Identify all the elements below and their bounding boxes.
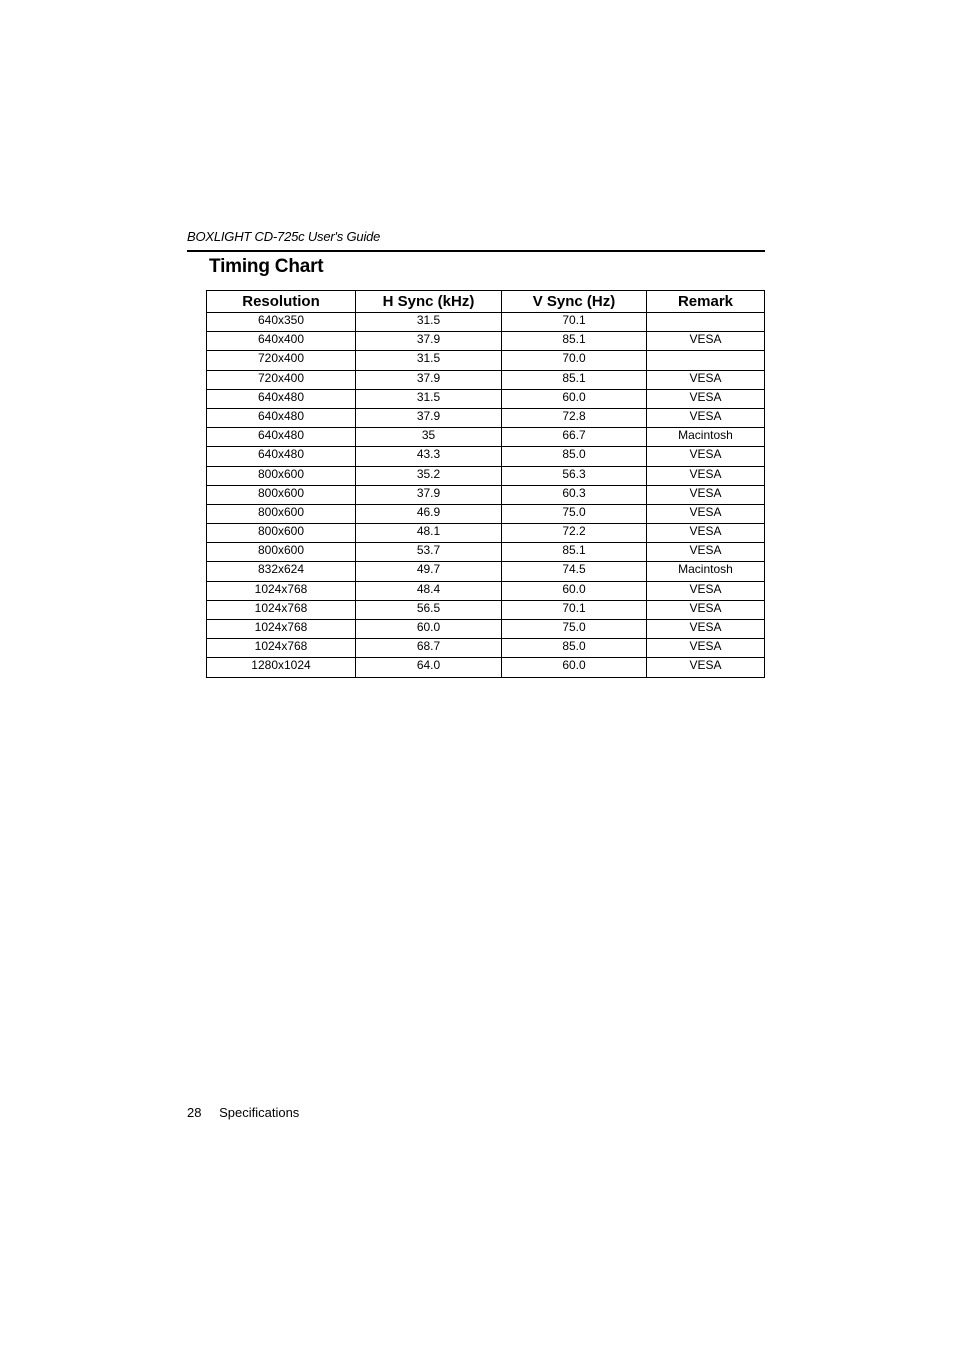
table-row [207, 313, 765, 332]
cell-resolution: 640x480 [207, 428, 356, 447]
table-row [207, 332, 765, 351]
header-rule [187, 250, 765, 252]
cell-h-sync: 37.9 [356, 332, 502, 351]
cell-h-sync: 37.9 [356, 485, 502, 504]
cell-v-sync: 56.3 [502, 466, 647, 485]
cell-v-sync: 74.5 [502, 562, 647, 581]
table-row [207, 543, 765, 562]
cell-resolution: 1024x768 [207, 620, 356, 639]
cell-v-sync: 60.3 [502, 485, 647, 504]
cell-h-sync: 56.5 [356, 600, 502, 619]
cell-resolution: 800x600 [207, 485, 356, 504]
cell-resolution: 640x350 [207, 313, 356, 332]
column-header-v-sync: V Sync (Hz) [502, 291, 647, 313]
table-row [207, 524, 765, 543]
cell-v-sync: 85.1 [502, 332, 647, 351]
table-row [207, 600, 765, 619]
cell-h-sync: 31.5 [356, 313, 502, 332]
table-row [207, 447, 765, 466]
table-row [207, 485, 765, 504]
cell-v-sync: 72.8 [502, 408, 647, 427]
cell-resolution: 832x624 [207, 562, 356, 581]
footer-section-name: Specifications [219, 1105, 300, 1120]
section-title: Timing Chart [209, 256, 324, 277]
cell-remark: VESA [647, 389, 765, 408]
cell-h-sync: 53.7 [356, 543, 502, 562]
cell-remark: VESA [647, 639, 765, 658]
cell-remark [647, 313, 765, 332]
cell-h-sync: 48.1 [356, 524, 502, 543]
cell-v-sync: 85.0 [502, 447, 647, 466]
cell-resolution: 1024x768 [207, 639, 356, 658]
cell-resolution: 1024x768 [207, 581, 356, 600]
table-row [207, 562, 765, 581]
cell-remark: VESA [647, 581, 765, 600]
table-row [207, 408, 765, 427]
cell-remark: VESA [647, 408, 765, 427]
cell-resolution: 640x400 [207, 332, 356, 351]
cell-h-sync: 35 [356, 428, 502, 447]
table-row [207, 428, 765, 447]
cell-remark: Macintosh [647, 428, 765, 447]
table-row [207, 466, 765, 485]
column-header-resolution: Resolution [207, 291, 356, 313]
cell-h-sync: 31.5 [356, 389, 502, 408]
cell-resolution: 640x480 [207, 408, 356, 427]
cell-resolution: 640x480 [207, 447, 356, 466]
cell-v-sync: 72.2 [502, 524, 647, 543]
cell-v-sync: 85.1 [502, 370, 647, 389]
cell-resolution: 1280x1024 [207, 658, 356, 677]
table-row [207, 389, 765, 408]
cell-h-sync: 64.0 [356, 658, 502, 677]
cell-h-sync: 68.7 [356, 639, 502, 658]
column-header-remark: Remark [647, 291, 765, 313]
timing-table [206, 290, 765, 678]
cell-remark: Macintosh [647, 562, 765, 581]
cell-h-sync: 60.0 [356, 620, 502, 639]
cell-v-sync: 70.0 [502, 351, 647, 370]
cell-h-sync: 49.7 [356, 562, 502, 581]
cell-h-sync: 48.4 [356, 581, 502, 600]
cell-remark: VESA [647, 524, 765, 543]
cell-remark: VESA [647, 485, 765, 504]
page-footer [187, 1105, 299, 1120]
cell-remark: VESA [647, 620, 765, 639]
table-row [207, 639, 765, 658]
cell-resolution: 800x600 [207, 543, 356, 562]
table-row [207, 504, 765, 523]
cell-h-sync: 43.3 [356, 447, 502, 466]
cell-v-sync: 60.0 [502, 658, 647, 677]
cell-remark: VESA [647, 370, 765, 389]
cell-h-sync: 46.9 [356, 504, 502, 523]
cell-v-sync: 85.0 [502, 639, 647, 658]
cell-resolution: 640x480 [207, 389, 356, 408]
cell-h-sync: 37.9 [356, 408, 502, 427]
cell-v-sync: 60.0 [502, 389, 647, 408]
cell-v-sync: 75.0 [502, 504, 647, 523]
page-number: 28 [187, 1105, 202, 1120]
cell-resolution: 1024x768 [207, 600, 356, 619]
cell-remark: VESA [647, 447, 765, 466]
table-body [207, 313, 765, 678]
cell-remark: VESA [647, 543, 765, 562]
cell-resolution: 720x400 [207, 351, 356, 370]
cell-remark: VESA [647, 332, 765, 351]
cell-v-sync: 60.0 [502, 581, 647, 600]
cell-h-sync: 35.2 [356, 466, 502, 485]
cell-h-sync: 37.9 [356, 370, 502, 389]
cell-resolution: 800x600 [207, 466, 356, 485]
table-row [207, 620, 765, 639]
cell-resolution: 720x400 [207, 370, 356, 389]
cell-v-sync: 75.0 [502, 620, 647, 639]
running-header: BOXLIGHT CD-725c User's Guide [187, 229, 381, 244]
table-header-row [207, 291, 765, 313]
cell-remark: VESA [647, 658, 765, 677]
column-header-h-sync: H Sync (kHz) [356, 291, 502, 313]
table-row [207, 658, 765, 677]
cell-resolution: 800x600 [207, 524, 356, 543]
cell-v-sync: 70.1 [502, 313, 647, 332]
cell-remark [647, 351, 765, 370]
cell-v-sync: 66.7 [502, 428, 647, 447]
table-row [207, 351, 765, 370]
cell-resolution: 800x600 [207, 504, 356, 523]
cell-v-sync: 70.1 [502, 600, 647, 619]
cell-remark: VESA [647, 600, 765, 619]
cell-v-sync: 85.1 [502, 543, 647, 562]
cell-remark: VESA [647, 466, 765, 485]
table-row [207, 581, 765, 600]
table-row [207, 370, 765, 389]
cell-remark: VESA [647, 504, 765, 523]
cell-h-sync: 31.5 [356, 351, 502, 370]
